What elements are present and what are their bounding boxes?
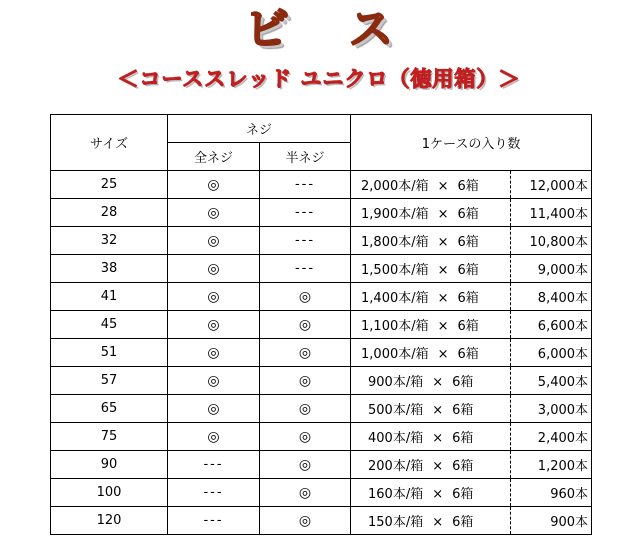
cell-per-box — [351, 283, 511, 311]
box-count: 6箱 — [452, 487, 474, 502]
table-row — [51, 423, 592, 451]
cell-han-neji: ◎ — [260, 311, 351, 339]
per-box-qty: 1,800本/箱 — [361, 235, 429, 250]
cell-total: 2,400本 — [511, 423, 592, 451]
cell-total: 8,400本 — [511, 283, 592, 311]
times-sign: × — [432, 431, 444, 446]
cell-han-neji: ◎ — [260, 339, 351, 367]
cell-han-neji: ◎ — [260, 423, 351, 451]
box-count: 6箱 — [452, 375, 474, 390]
box-count: 6箱 — [457, 179, 479, 194]
cell-size: 65 — [51, 395, 168, 423]
cell-size: 100 — [51, 479, 168, 507]
cell-size: 38 — [51, 255, 168, 283]
cell-total: 6,600本 — [511, 311, 592, 339]
header-zen-neji: 全ネジ — [168, 143, 260, 171]
page-subtitle: ＜コーススレッド ユニクロ（徳用箱）＞ — [117, 67, 521, 91]
box-count: 6箱 — [457, 291, 479, 306]
table-row — [51, 311, 592, 339]
cell-han-neji: ◎ — [260, 395, 351, 423]
cell-zen-neji: ◎ — [168, 395, 260, 423]
cell-per-box — [351, 451, 511, 479]
header-size: サイズ — [51, 115, 168, 171]
per-box-qty: 500本/箱 — [368, 403, 424, 418]
cell-per-box — [351, 199, 511, 227]
per-box-qty: 900本/箱 — [368, 375, 424, 390]
cell-size: 45 — [51, 311, 168, 339]
per-box-qty: 150本/箱 — [368, 515, 424, 530]
per-box-qty: 1,500本/箱 — [361, 263, 429, 278]
spec-table — [50, 114, 592, 535]
box-count: 6箱 — [452, 403, 474, 418]
times-sign: × — [437, 263, 449, 278]
cell-per-box — [351, 255, 511, 283]
cell-per-box — [351, 395, 511, 423]
per-box-qty: 1,900本/箱 — [361, 207, 429, 222]
cell-total: 9,000本 — [511, 255, 592, 283]
box-count: 6箱 — [452, 515, 474, 530]
per-box-qty: 160本/箱 — [368, 487, 424, 502]
per-box-qty: 1,400本/箱 — [361, 291, 429, 306]
cell-han-neji: ◎ — [260, 507, 351, 535]
per-box-qty: 400本/箱 — [368, 431, 424, 446]
table-row — [51, 227, 592, 255]
cell-size: 28 — [51, 199, 168, 227]
cell-per-box — [351, 367, 511, 395]
box-count: 6箱 — [457, 347, 479, 362]
cell-total: 10,800本 — [511, 227, 592, 255]
table-row — [51, 171, 592, 199]
per-box-qty: 1,000本/箱 — [361, 347, 429, 362]
table-row — [51, 255, 592, 283]
cell-han-neji: ◎ — [260, 367, 351, 395]
times-sign: × — [437, 235, 449, 250]
cell-size: 90 — [51, 451, 168, 479]
table-row — [51, 395, 592, 423]
header-neji: ネジ — [168, 115, 351, 143]
times-sign: × — [432, 459, 444, 474]
cell-per-box — [351, 507, 511, 535]
cell-per-box — [351, 171, 511, 199]
cell-zen-neji: ◎ — [168, 227, 260, 255]
cell-per-box — [351, 339, 511, 367]
cell-size: 41 — [51, 283, 168, 311]
times-sign: × — [432, 487, 444, 502]
times-sign: × — [437, 179, 449, 194]
times-sign: × — [437, 291, 449, 306]
per-box-qty: 1,100本/箱 — [361, 319, 429, 334]
cell-han-neji: --- — [260, 171, 351, 199]
cell-han-neji: --- — [260, 255, 351, 283]
cell-total: 960本 — [511, 479, 592, 507]
box-count: 6箱 — [452, 431, 474, 446]
cell-size: 75 — [51, 423, 168, 451]
cell-total: 3,000本 — [511, 395, 592, 423]
cell-total: 1,200本 — [511, 451, 592, 479]
cell-size: 51 — [51, 339, 168, 367]
cell-size: 57 — [51, 367, 168, 395]
table-row — [51, 283, 592, 311]
cell-han-neji: ◎ — [260, 451, 351, 479]
header-han-neji: 半ネジ — [260, 143, 351, 171]
cell-zen-neji: ◎ — [168, 367, 260, 395]
cell-zen-neji: ◎ — [168, 283, 260, 311]
header-row-1 — [51, 115, 592, 143]
cell-zen-neji: ◎ — [168, 311, 260, 339]
cell-size: 120 — [51, 507, 168, 535]
per-box-qty: 2,000本/箱 — [361, 179, 429, 194]
cell-zen-neji: --- — [168, 451, 260, 479]
box-count: 6箱 — [457, 235, 479, 250]
cell-zen-neji: ◎ — [168, 423, 260, 451]
per-box-qty: 200本/箱 — [368, 459, 424, 474]
times-sign: × — [437, 319, 449, 334]
cell-han-neji: ◎ — [260, 479, 351, 507]
cell-total: 11,400本 — [511, 199, 592, 227]
times-sign: × — [432, 375, 444, 390]
times-sign: × — [437, 347, 449, 362]
box-count: 6箱 — [457, 207, 479, 222]
cell-size: 25 — [51, 171, 168, 199]
cell-total: 12,000本 — [511, 171, 592, 199]
cell-size: 32 — [51, 227, 168, 255]
cell-per-box — [351, 311, 511, 339]
box-count: 6箱 — [457, 319, 479, 334]
table-row — [51, 199, 592, 227]
box-count: 6箱 — [457, 263, 479, 278]
cell-zen-neji: ◎ — [168, 339, 260, 367]
cell-total: 900本 — [511, 507, 592, 535]
cell-total: 5,400本 — [511, 367, 592, 395]
cell-per-box — [351, 423, 511, 451]
cell-han-neji: --- — [260, 227, 351, 255]
cell-zen-neji: ◎ — [168, 255, 260, 283]
box-count: 6箱 — [452, 459, 474, 474]
cell-zen-neji: --- — [168, 479, 260, 507]
times-sign: × — [437, 207, 449, 222]
times-sign: × — [432, 515, 444, 530]
table-row — [51, 451, 592, 479]
table-row — [51, 507, 592, 535]
table-row — [51, 367, 592, 395]
cell-zen-neji: ◎ — [168, 199, 260, 227]
cell-zen-neji: --- — [168, 507, 260, 535]
times-sign: × — [432, 403, 444, 418]
table-row — [51, 339, 592, 367]
header-case-qty: 1ケースの入り数 — [351, 115, 592, 171]
page-title: ビス — [245, 4, 453, 55]
cell-han-neji: --- — [260, 199, 351, 227]
cell-han-neji: ◎ — [260, 283, 351, 311]
cell-per-box — [351, 227, 511, 255]
cell-total: 6,000本 — [511, 339, 592, 367]
table-row — [51, 479, 592, 507]
cell-per-box — [351, 479, 511, 507]
cell-zen-neji: ◎ — [168, 171, 260, 199]
